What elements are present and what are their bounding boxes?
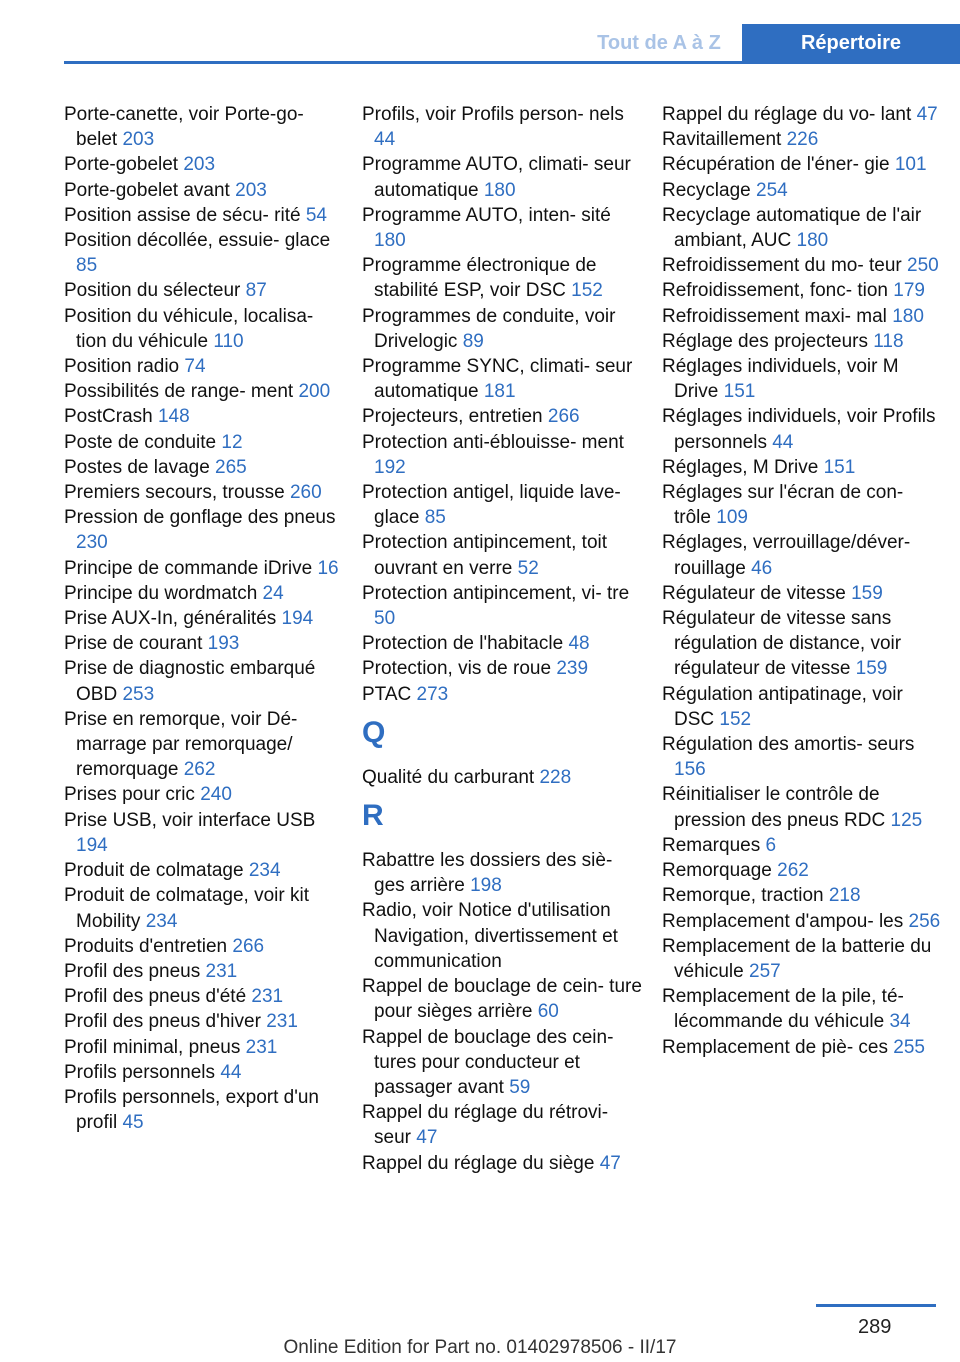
index-term: Récupération de l'éner- gie — [662, 154, 890, 176]
index-entry — [362, 1151, 644, 1176]
page-link[interactable]: 16 — [317, 557, 339, 579]
index-entry — [64, 505, 346, 555]
index-term: Rabattre les dossiers des siè- ges arrière — [362, 850, 613, 897]
index-term: Profils personnels — [64, 1061, 216, 1083]
page-link[interactable]: 194 — [281, 608, 314, 630]
page-link[interactable]: 253 — [122, 683, 155, 705]
index-entry — [362, 530, 644, 580]
page-link[interactable]: 151 — [823, 456, 856, 478]
index-entry — [64, 858, 346, 883]
index-entry — [362, 354, 644, 404]
index-column-3 — [662, 102, 944, 1060]
index-entry — [662, 732, 944, 782]
index-entry — [64, 278, 346, 303]
page-link[interactable]: 230 — [76, 532, 108, 554]
index-entry — [64, 1035, 346, 1060]
page-link[interactable]: 45 — [122, 1112, 144, 1134]
page-link[interactable]: 101 — [894, 154, 927, 176]
page-link[interactable]: 44 — [772, 431, 794, 453]
index-entry — [64, 934, 346, 959]
index-entry — [362, 430, 644, 480]
index-entry — [64, 152, 346, 177]
index-term: Premiers secours, trousse — [64, 482, 285, 504]
index-entry — [662, 883, 944, 908]
page-link[interactable]: 52 — [517, 557, 539, 579]
page-link[interactable]: 46 — [751, 557, 773, 579]
index-entry — [662, 455, 944, 480]
index-term: Remorquage — [662, 860, 772, 882]
page-link[interactable]: 60 — [537, 1001, 559, 1023]
index-entry — [64, 430, 346, 455]
index-entry — [64, 379, 346, 404]
index-term: Rappel de bouclage des cein- tures pour conducteur et passager avant — [362, 1026, 614, 1098]
index-term: Réglages, verrouillage/déver- rouillage — [662, 532, 911, 579]
page-link[interactable]: 273 — [416, 683, 449, 705]
index-entry — [362, 656, 644, 681]
index-entry — [662, 934, 944, 984]
index-term: Postes de lavage — [64, 456, 210, 478]
edition-footer: Online Edition for Part no. 01402978506 - II/17 — [283, 1337, 677, 1358]
page-link[interactable]: 180 — [374, 230, 406, 252]
index-term: Programme SYNC, climati- seur automatique — [362, 356, 633, 403]
index-term: Programmes de conduite, voir Drivelogic — [362, 305, 616, 352]
index-term: Position du sélecteur — [64, 280, 241, 302]
index-entry — [362, 404, 644, 429]
page-link[interactable]: 266 — [547, 406, 580, 428]
index-term: PTAC — [362, 683, 412, 705]
page-link[interactable]: 231 — [205, 960, 238, 982]
index-term: Pression de gonflage des pneus — [64, 507, 336, 529]
index-entry — [662, 606, 944, 682]
index-entry — [362, 848, 644, 898]
index-entry — [64, 480, 346, 505]
page-link[interactable]: 203 — [183, 154, 216, 176]
index-entry — [64, 1009, 346, 1034]
index-entry — [64, 455, 346, 480]
index-term: Position assise de sécu- rité — [64, 204, 301, 226]
index-term: Position radio — [64, 356, 180, 378]
index-term: Refroidissement du mo- teur — [662, 255, 902, 277]
index-entry — [362, 581, 644, 631]
index-term: Produit de colmatage — [64, 860, 244, 882]
page-link[interactable]: 234 — [248, 860, 281, 882]
index-entry — [362, 152, 644, 202]
section-letter: R — [362, 799, 384, 833]
index-term: Programme AUTO, climati- seur automatique — [362, 154, 631, 201]
page-link[interactable]: 265 — [215, 456, 247, 478]
index-term: Profil des pneus — [64, 960, 201, 982]
index-term: Qualité du carburant — [362, 766, 535, 788]
index-entry — [64, 581, 346, 606]
index-entry — [662, 909, 944, 934]
index-entry — [64, 656, 346, 706]
index-term: Protection, vis de roue — [362, 658, 552, 680]
page-link[interactable]: 47 — [599, 1152, 621, 1174]
index-term: Ravitaillement — [662, 129, 782, 151]
index-term: Régulation des amortis- seurs — [662, 734, 915, 756]
page-link[interactable]: 74 — [184, 356, 206, 378]
index-entry — [64, 631, 346, 656]
index-entry — [662, 682, 944, 732]
index-term: Prise de courant — [64, 633, 203, 655]
page-link[interactable]: 180 — [796, 230, 829, 252]
index-entry — [362, 898, 644, 974]
index-term: Régulateur de vitesse — [662, 582, 846, 604]
index-entry — [64, 707, 346, 783]
page-link[interactable]: 44 — [374, 129, 396, 151]
page-link[interactable]: 257 — [749, 960, 781, 982]
index-term: Régulateur de vitesse sans régulation de distance, voir régulateur de vitesse — [662, 608, 902, 680]
index-entry — [64, 808, 346, 858]
page-link[interactable]: 85 — [424, 507, 446, 529]
index-entry — [662, 1035, 944, 1060]
index-term: Prise USB, voir interface USB — [64, 809, 316, 831]
page-link[interactable]: 89 — [462, 330, 484, 352]
page-link[interactable]: 226 — [786, 129, 819, 151]
page-link[interactable]: 250 — [907, 255, 939, 277]
index-term: Position du véhicule, localisa- tion du véhicule — [64, 305, 314, 352]
page-link[interactable]: 231 — [245, 1036, 278, 1058]
page-link[interactable]: 239 — [556, 658, 589, 680]
index-term: Profils, voir Profils person- nels — [362, 104, 624, 125]
index-entry — [64, 606, 346, 631]
index-entry — [362, 480, 644, 530]
page-link[interactable]: 159 — [851, 582, 883, 604]
index-entry — [362, 203, 644, 253]
page-link[interactable]: 24 — [262, 582, 284, 604]
index-term: Programme électronique de stabilité ESP, voir DSC — [362, 255, 597, 302]
page-link[interactable]: 47 — [916, 104, 938, 125]
index-term: Prise en remorque, voir Dé- marrage par remorquage/ remorquage — [64, 708, 298, 781]
page-link[interactable]: 260 — [289, 482, 322, 504]
page-link[interactable]: 48 — [568, 633, 590, 655]
page-link[interactable]: 47 — [416, 1127, 438, 1149]
index-term: Prise de diagnostic embarqué OBD — [64, 658, 316, 705]
page-link[interactable]: 234 — [145, 910, 178, 932]
index-entry — [662, 354, 944, 404]
index-entry — [64, 178, 346, 203]
index-term: Réinitialiser le contrôle de pression des pneus RDC — [662, 784, 886, 831]
page-link[interactable]: 240 — [200, 784, 232, 806]
index-entry — [662, 152, 944, 177]
index-term: Régulation antipatinage, voir DSC — [662, 683, 903, 730]
page-number: 289 — [858, 1316, 892, 1338]
page-link[interactable]: 254 — [756, 179, 788, 201]
page-link[interactable]: 109 — [716, 507, 748, 529]
page-link[interactable]: 228 — [539, 766, 572, 788]
index-entry — [64, 404, 346, 429]
page-link[interactable]: 200 — [298, 381, 331, 403]
index-column-2 — [362, 102, 644, 1176]
index-term: Position décollée, essuie- glace — [64, 230, 331, 252]
index-term: Refroidissement, fonc- tion — [662, 280, 888, 302]
page-link[interactable]: 152 — [719, 708, 752, 730]
index-entry — [662, 530, 944, 580]
index-entry — [362, 1025, 644, 1101]
index-term: Produit de colmatage, voir kit Mobility — [64, 885, 310, 932]
index-term: Possibilités de range- ment — [64, 381, 294, 403]
index-term: Prise AUX-In, généralités — [64, 608, 277, 630]
index-entry — [662, 253, 944, 278]
index-entry — [362, 631, 644, 656]
index-term: Profils personnels, export d'un profil — [64, 1086, 319, 1134]
index-term: Protection de l'habitacle — [362, 633, 564, 655]
index-term: Profil minimal, pneus — [64, 1036, 241, 1058]
page-link[interactable]: 266 — [232, 935, 265, 957]
page-link[interactable]: 110 — [213, 330, 244, 352]
index-entry — [362, 1100, 644, 1150]
page-link[interactable]: 256 — [908, 910, 941, 932]
index-term: Remplacement de piè- ces — [662, 1036, 888, 1058]
index-entry — [362, 304, 644, 354]
index-term: Rappel du réglage du vo- lant — [662, 104, 912, 125]
page-link[interactable]: 198 — [470, 875, 502, 897]
page-header — [64, 24, 960, 64]
index-entry — [662, 178, 944, 203]
index-term: Produits d'entretien — [64, 935, 228, 957]
index-entry — [64, 883, 346, 933]
page-link[interactable]: 255 — [893, 1036, 925, 1058]
index-term: Réglages individuels, voir M Drive — [662, 356, 899, 403]
index-term: Réglages individuels, voir Profils personnels — [662, 406, 936, 453]
index-term: Protection antigel, liquide lave-glace — [362, 482, 621, 529]
index-entry — [662, 984, 944, 1034]
index-entry — [362, 682, 644, 707]
index-term: Porte-gobelet avant — [64, 179, 230, 201]
index-entry — [64, 203, 346, 228]
index-entry — [64, 556, 346, 581]
page-link[interactable]: 6 — [765, 834, 777, 856]
page-link[interactable]: 180 — [483, 179, 516, 201]
page-link[interactable]: 152 — [571, 280, 603, 302]
index-term: Recyclage automatique de l'air ambiant, AUC — [662, 204, 922, 252]
index-term: Profil des pneus d'hiver — [64, 1011, 261, 1033]
page-link[interactable]: 203 — [235, 179, 267, 201]
index-entry — [662, 404, 944, 454]
index-entry — [362, 102, 644, 152]
index-term: Principe du wordmatch — [64, 582, 258, 604]
index-entry — [662, 329, 944, 354]
page-link[interactable]: 179 — [893, 280, 925, 302]
index-entry — [362, 974, 644, 1024]
index-term: Protection antipincement, toit ouvrant en verre — [362, 532, 608, 579]
page-link[interactable]: 192 — [374, 456, 406, 478]
index-term: Recyclage — [662, 179, 751, 201]
page-link[interactable]: 159 — [855, 658, 888, 680]
index-term: Remarques — [662, 834, 761, 856]
index-term: Profil des pneus d'été — [64, 986, 247, 1008]
page-link[interactable]: 85 — [76, 255, 98, 277]
index-term: Rappel du réglage du siège — [362, 1152, 595, 1174]
page-link[interactable]: 181 — [483, 381, 516, 403]
page-link[interactable]: 156 — [674, 759, 706, 781]
index-entry — [64, 1060, 346, 1085]
index-entry — [662, 127, 944, 152]
index-term: Protection anti-éblouisse- ment — [362, 431, 624, 453]
page-link[interactable]: 218 — [828, 885, 861, 907]
index-entry — [662, 278, 944, 303]
page-link[interactable]: 125 — [890, 809, 923, 831]
index-entry — [662, 480, 944, 530]
index-term: PostCrash — [64, 406, 153, 428]
page-link[interactable]: 231 — [251, 986, 284, 1008]
tab-tout-de-a-a-z[interactable]: Tout de A à Z — [597, 32, 721, 54]
page-link[interactable]: 193 — [207, 633, 240, 655]
index-term: Radio, voir Notice d'utilisation Navigation, divertissement et communication — [362, 900, 618, 972]
index-term: Réglages, M Drive — [662, 456, 819, 478]
page-link[interactable]: 44 — [220, 1061, 242, 1083]
index-term: Remorque, traction — [662, 885, 824, 907]
page-link[interactable]: 12 — [221, 431, 243, 453]
index-term: Remplacement d'ampou- les — [662, 910, 904, 932]
index-term: Refroidissement maxi- mal — [662, 305, 887, 327]
index-term: Prises pour cric — [64, 784, 195, 806]
index-term: Porte-canette, voir Porte-go- belet — [64, 104, 304, 151]
index-entry — [662, 782, 944, 832]
index-term: Projecteurs, entretien — [362, 406, 543, 428]
page-link[interactable]: 87 — [245, 280, 267, 302]
index-entry — [362, 253, 644, 303]
page-link[interactable]: 180 — [892, 305, 924, 327]
index-term: Protection antipincement, vi- tre — [362, 582, 630, 604]
page-link[interactable]: 50 — [374, 608, 396, 630]
index-term: Remplacement de la pile, té- lécommande du véhicule — [662, 986, 904, 1033]
index-entry — [662, 304, 944, 329]
header-divider — [64, 61, 960, 64]
index-term: Réglages sur l'écran de con- trôle — [662, 482, 904, 529]
index-entry — [64, 959, 346, 984]
page-link[interactable]: 194 — [76, 834, 108, 856]
index-entry — [64, 1085, 346, 1135]
footer-divider — [816, 1304, 936, 1307]
index-entry — [64, 354, 346, 379]
index-entry — [662, 203, 944, 253]
page-link[interactable]: 118 — [873, 330, 904, 352]
page-link[interactable]: 151 — [723, 381, 756, 403]
page-link[interactable]: 231 — [266, 1011, 298, 1033]
index-term: Rappel du réglage du rétrovi- seur — [362, 1102, 609, 1149]
index-entry — [64, 984, 346, 1009]
page-link[interactable]: 148 — [157, 406, 190, 428]
index-entry — [662, 581, 944, 606]
tab-repertoire[interactable]: Répertoire — [742, 24, 960, 64]
page-link[interactable]: 262 — [777, 860, 809, 882]
page-link[interactable]: 203 — [122, 129, 155, 151]
index-term: Poste de conduite — [64, 431, 217, 453]
index-term: Remplacement de la batterie du véhicule — [662, 935, 932, 982]
index-entry — [64, 304, 346, 354]
index-entry — [662, 102, 944, 127]
page-link[interactable]: 262 — [183, 759, 216, 781]
page-link[interactable]: 34 — [889, 1011, 911, 1033]
index-term: Principe de commande iDrive — [64, 557, 313, 579]
index-entry — [64, 782, 346, 807]
page-link[interactable]: 54 — [305, 204, 327, 226]
section-letter: Q — [362, 715, 386, 749]
index-entry — [64, 102, 346, 152]
index-column-1 — [64, 102, 346, 1135]
index-entry — [662, 833, 944, 858]
page-link[interactable]: 59 — [509, 1076, 531, 1098]
index-term: Programme AUTO, inten- sité — [362, 204, 611, 226]
index-entry — [662, 858, 944, 883]
index-term: Porte-gobelet — [64, 154, 179, 176]
index-term: Rappel de bouclage de cein- ture pour sièges arrière — [362, 976, 642, 1023]
index-entry — [362, 765, 644, 790]
index-term: Réglage des projecteurs — [662, 330, 868, 352]
index-entry — [64, 228, 346, 278]
